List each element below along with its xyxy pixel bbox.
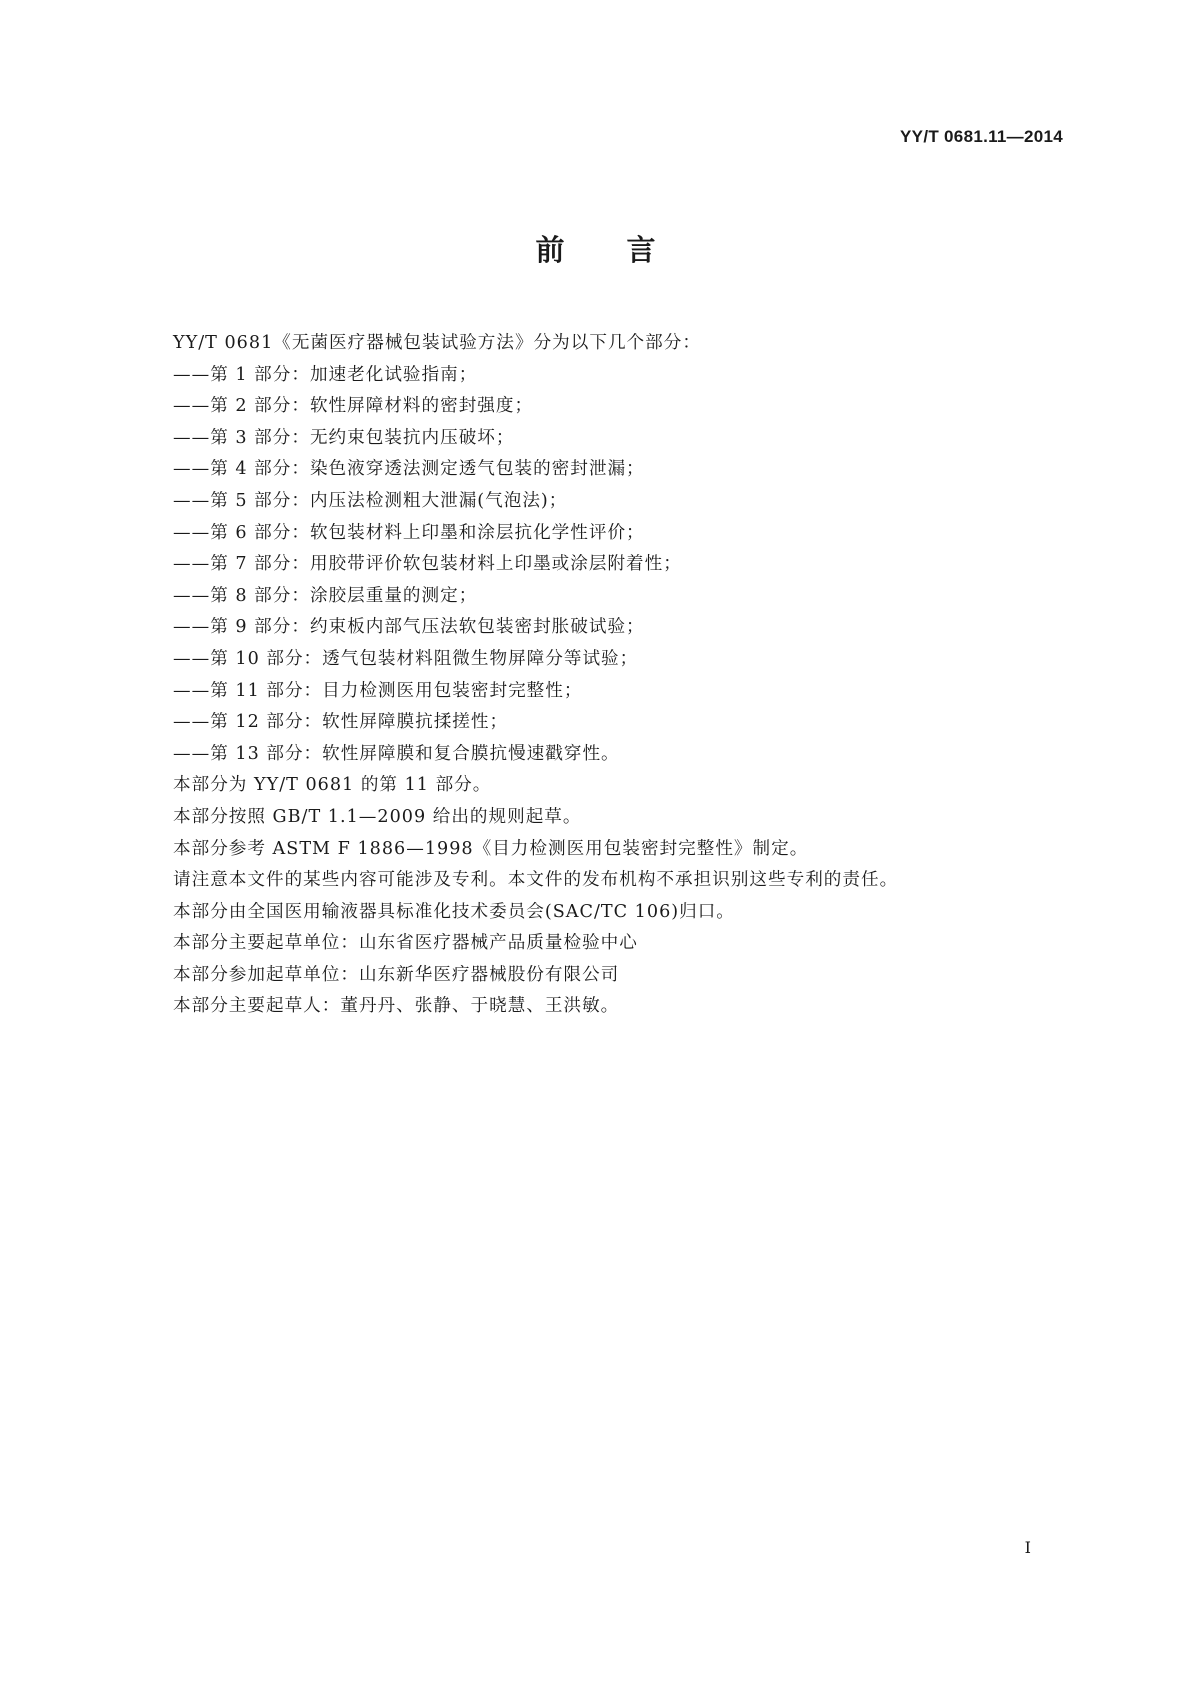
statement-patent-notice: 请注意本文件的某些内容可能涉及专利。本文件的发布机构不承担识别这些专利的责任。 <box>173 870 899 891</box>
statement-reference: 本部分参考 ASTM F 1886—1998《目力检测医用包装密封完整性》制定。 <box>173 838 809 859</box>
list-item: ——第 11 部分：目力检测医用包装密封完整性； <box>173 680 583 701</box>
list-item: ——第 7 部分：用胶带评价软包装材料上印墨或涂层附着性； <box>173 554 682 575</box>
statement-part-number: 本部分为 YY/T 0681 的第 11 部分。 <box>173 775 492 796</box>
list-item: ——第 4 部分：染色液穿透法测定透气包装的密封泄漏； <box>173 459 645 480</box>
list-item: ——第 3 部分：无约束包装抗内压破坏； <box>173 427 515 448</box>
list-item: ——第 10 部分：透气包装材料阻微生物屏障分等试验； <box>173 648 639 669</box>
parts-list <box>173 360 1073 771</box>
foreword-body <box>173 328 1073 1023</box>
statement-drafting-rules: 本部分按照 GB/T 1.1—2009 给出的规则起草。 <box>173 806 582 827</box>
statement-committee: 本部分由全国医用输液器具标准化技术委员会(SAC/TC 106)归口。 <box>173 901 735 922</box>
page-number: I <box>1024 1538 1031 1557</box>
list-item: ——第 5 部分：内压法检测粗大泄漏(气泡法)； <box>173 490 568 511</box>
list-item: ——第 9 部分：约束板内部气压法软包装密封胀破试验； <box>173 617 645 638</box>
statement-main-drafter-unit: 本部分主要起草单位：山东省医疗器械产品质量检验中心 <box>173 933 638 954</box>
intro-paragraph: YY/T 0681《无菌医疗器械包装试验方法》分为以下几个部分： <box>173 333 701 353</box>
document-code: YY/T 0681.11—2014 <box>900 127 1063 146</box>
statement-participating-unit: 本部分参加起草单位：山东新华医疗器械股份有限公司 <box>173 964 620 985</box>
list-item: ——第 12 部分：软性屏障膜抗揉搓性； <box>173 712 509 733</box>
list-item: ——第 6 部分：软包装材料上印墨和涂层抗化学性评价； <box>173 522 645 543</box>
list-item: ——第 13 部分：软性屏障膜和复合膜抗慢速戳穿性。 <box>173 743 620 764</box>
list-item: ——第 1 部分：加速老化试验指南； <box>173 364 478 385</box>
statement-drafters: 本部分主要起草人：董丹丹、张静、于晓慧、王洪敏。 <box>173 996 620 1017</box>
page-title: 前言 <box>535 233 718 267</box>
list-item: ——第 8 部分：涂胶层重量的测定； <box>173 585 478 606</box>
list-item: ——第 2 部分：软性屏障材料的密封强度； <box>173 396 534 417</box>
